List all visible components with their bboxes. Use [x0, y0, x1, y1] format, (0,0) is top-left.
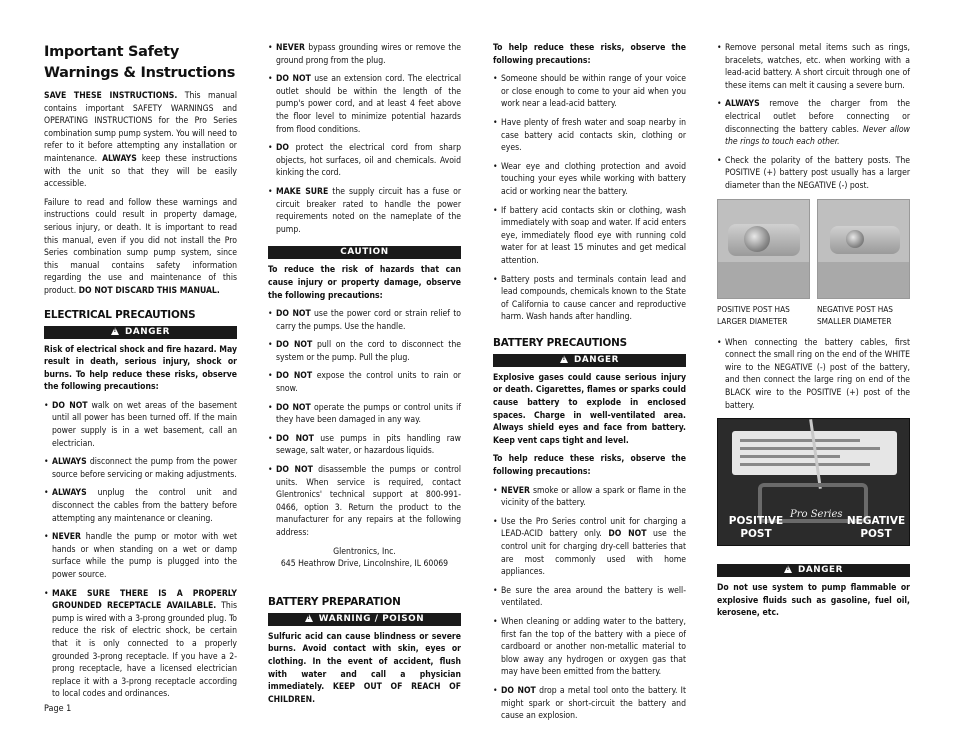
caution-warning: To reduce the risk of hazards that can cause injury or property damage, observe the following precautions: — [268, 265, 461, 301]
list-item: • If battery acid contacts skin or clothing, wash immediately with soap and water. If acid enters eye, immediately flood eye with running cold water for at least 15 minutes and get medical attention. — [493, 205, 686, 268]
battery-post-photos — [717, 199, 910, 327]
list-item: • Wear eye and clothing protection and avoid touching your eyes while working with battery acid or working near the battery. — [493, 161, 686, 199]
column-1 — [44, 42, 237, 707]
negative-post-caption: NEGATIVE POST HAS SMALLER DIAMETER — [817, 303, 893, 326]
list-item: • DO NOT operate the pumps or control units if they have been damaged in any way. — [268, 402, 461, 427]
intro-paragraph-2: Failure to read and follow these warnings and instructions could result in property damage, serious injury, or death. It is important to read this manual, even if you did not install the Pro Series combination sump pump system, since this manual contains safety information regarding the use and maintenance of this product. DO NOT DISCARD THIS MANUAL. — [44, 197, 237, 296]
electrical-heading: ELECTRICAL PRECAUTIONS — [44, 308, 196, 321]
positive-post-icon — [744, 226, 770, 252]
caution-list — [268, 308, 461, 540]
list-item: • Someone should be within range of your voice or close enough to come to your aid when you work near a lead-acid battery. — [493, 73, 686, 111]
list-item: • MAKE SURE the supply circuit has a fuse or circuit breaker rated to handle the power requirements noted on the nameplate of the pump. — [268, 186, 461, 236]
electrical-list-continued — [268, 42, 461, 236]
danger-banner: !DANGER — [44, 326, 237, 339]
negative-post-photo — [817, 199, 910, 327]
address: Glentronics, Inc. 645 Heathrow Drive, Lincolnshire, IL 60069 — [280, 546, 449, 570]
danger-banner: !DANGER — [717, 564, 910, 577]
warning-poison-banner: !WARNING / POISON — [268, 613, 461, 626]
list-item: • When cleaning or adding water to the battery, first fan the top of the battery with a piece of cardboard or another non-metallic material to blow away any hydrogen or oxygen gas that may have been emitted from the battery. — [493, 616, 686, 679]
warning-triangle-icon — [111, 327, 119, 335]
warning-triangle-icon — [784, 565, 792, 573]
intro-paragraph: SAVE THESE INSTRUCTIONS. This manual contains important SAFETY WARNINGS and OPERATING INSTRUCTIONS for the Pro Series combination sump pump system. You will need to refer to it before attempting any installation or maintenance. ALWAYS keep these instructions with the unit so that they will be easily accessible. — [44, 91, 237, 190]
flammable-warning: Do not use system to pump flammable or explosive fluids such as gasoline, fuel oil, kerosene, etc. — [717, 583, 910, 619]
battery-precautions-intro: To help reduce these risks, observe the following precautions: — [493, 454, 686, 478]
list-item: • DO NOT drop a metal tool onto the battery. It might spark or short-circuit the battery and cause an explosion. — [493, 685, 686, 723]
negative-post-icon — [846, 230, 864, 248]
list-item: • DO NOT use an extension cord. The electrical outlet should be within the length of the pump's power cord, and at least 4 feet above the floor level to minimize potential hazards from flood conditions. — [268, 73, 461, 136]
positive-post-caption: POSITIVE POST HAS LARGER DIAMETER — [717, 303, 790, 326]
positive-post-label: POSITIVE POST — [728, 515, 784, 541]
list-item: • DO NOT walk on wet areas of the basement until all power has been turned off. If the main power supply is in a wet basement, call an electrician. — [44, 400, 237, 450]
acid-precautions-list — [493, 73, 686, 324]
list-item: • Battery posts and terminals contain lead and lead compounds, chemicals known to the State of California to cause cancer and reproductive harm. Wash hands after handling. — [493, 274, 686, 324]
negative-post-label: NEGATIVE POST — [846, 515, 906, 541]
caution-banner: CAUTION — [268, 246, 461, 259]
list-item: • ALWAYS disconnect the pump from the power source before servicing or making adjustments. — [44, 456, 237, 481]
list-item: • DO NOT use the power cord or strain relief to carry the pumps. Use the handle. — [268, 308, 461, 333]
list-item: • DO NOT pull on the cord to disconnect the system or the pump. Pull the plug. — [268, 339, 461, 364]
connect-list — [717, 337, 910, 413]
column-2 — [268, 42, 461, 712]
positive-post-image — [717, 199, 810, 299]
list-item: • NEVER handle the pump or motor with wet hands or when standing on a wet or damp surface while the pump is plugged into the power source. — [44, 531, 237, 581]
column-3 — [493, 42, 686, 729]
column-4 — [717, 42, 910, 626]
battery-prep-warning: Sulfuric acid can cause blindness or severe burns. Avoid contact with skin, eyes or clothing. In the event of accident, flush with water and call a physician immediately. KEEP OUT OF REACH OF CHILDREN. — [268, 631, 461, 705]
list-item: • When connecting the battery cables, first connect the small ring on the end of the WHITE wire to the NEGATIVE (-) post of the battery, and then connect the large ring on end of the BLACK wire to the POSITIVE (+) post of the battery. — [717, 337, 910, 413]
list-item: • ALWAYS unplug the control unit and disconnect the cables from the battery before attempting any maintenance or cleaning. — [44, 487, 237, 525]
list-item: • DO NOT expose the control units to rain or snow. — [268, 370, 461, 395]
metal-precautions-list — [717, 42, 910, 193]
list-item: • Check the polarity of the battery posts. The POSITIVE (+) battery post usually has a larger diameter than the NEGATIVE (-) post. — [717, 155, 910, 193]
list-item: • DO NOT use pumps in pits handling raw sewage, salt water, or hazardous liquids. — [268, 433, 461, 458]
list-item: • DO NOT disassemble the pumps or control units. When service is required, contact Glentronics' technical support at 800-991-0466, option 3. Return the product to the manufacturer for any repairs at the following address: — [268, 464, 461, 540]
page-number: Page 1 — [44, 704, 72, 714]
battery-precautions-heading: BATTERY PRECAUTIONS — [493, 336, 627, 349]
list-item: • NEVER bypass grounding wires or remove the ground prong from the plug. — [268, 42, 461, 67]
battery-connection-photo — [717, 418, 910, 546]
positive-post-photo — [717, 199, 810, 327]
electrical-list — [44, 400, 237, 701]
danger-banner: !DANGER — [493, 354, 686, 367]
list-item: • ALWAYS remove the charger from the electrical outlet before connecting or disconnecting the battery cables. Never allow the rings to touch each other. — [717, 98, 910, 148]
battery-prep-heading: BATTERY PREPARATION — [268, 595, 401, 608]
list-item: • Have plenty of fresh water and soap nearby in case battery acid contacts skin, clothing or eyes. — [493, 117, 686, 155]
list-item: • MAKE SURE THERE IS A PROPERLY GROUNDED RECEPTACLE AVAILABLE. This pump is wired with a 3-prong grounded plug. To reduce the risk of electric shock, be certain that it is only connected to a properly grounded 3-prong receptacle. If you have a 2-prong receptacle, have a licensed electrician replace it with a 3-prong receptacle according to local codes and ordinances. — [44, 588, 237, 701]
battery-precautions-list — [493, 485, 686, 723]
warning-triangle-icon — [305, 614, 313, 622]
list-item: • Use the Pro Series control unit for charging a LEAD-ACID battery only. DO NOT use the control unit for charging dry-cell batteries that are most commonly used with home appliances. — [493, 516, 686, 579]
list-item: • Remove personal metal items such as rings, bracelets, watches, etc. when working with a lead-acid battery. A short circuit through one of these items can melt it causing a severe burn. — [717, 42, 910, 92]
battery-brand-logo: Pro Series — [790, 509, 843, 521]
precautions-intro: To help reduce these risks, observe the following precautions: — [493, 43, 686, 66]
list-item: • NEVER smoke or allow a spark or flame in the vicinity of the battery. — [493, 485, 686, 510]
negative-post-image — [817, 199, 910, 299]
page-title: Important Safety Warnings & Instructions — [44, 44, 236, 81]
list-item: • Be sure the area around the battery is well-ventilated. — [493, 585, 686, 610]
list-item: • DO protect the electrical cord from sharp objects, hot surfaces, oil and chemicals. Avoid kinking the cord. — [268, 142, 461, 180]
electrical-warning: Risk of electrical shock and fire hazard. May result in death, serious injury, shock or burns. To help reduce these risks, observe the following precautions: — [44, 344, 237, 393]
battery-danger-warning: Explosive gases could cause serious injury or death. Cigarettes, flames or sparks could cause battery to explode in enclosed spaces. Charge in well-ventilated area. Always shield eyes and face from battery. Keep vent caps tight and level. — [493, 372, 686, 446]
warning-triangle-icon — [560, 355, 568, 363]
